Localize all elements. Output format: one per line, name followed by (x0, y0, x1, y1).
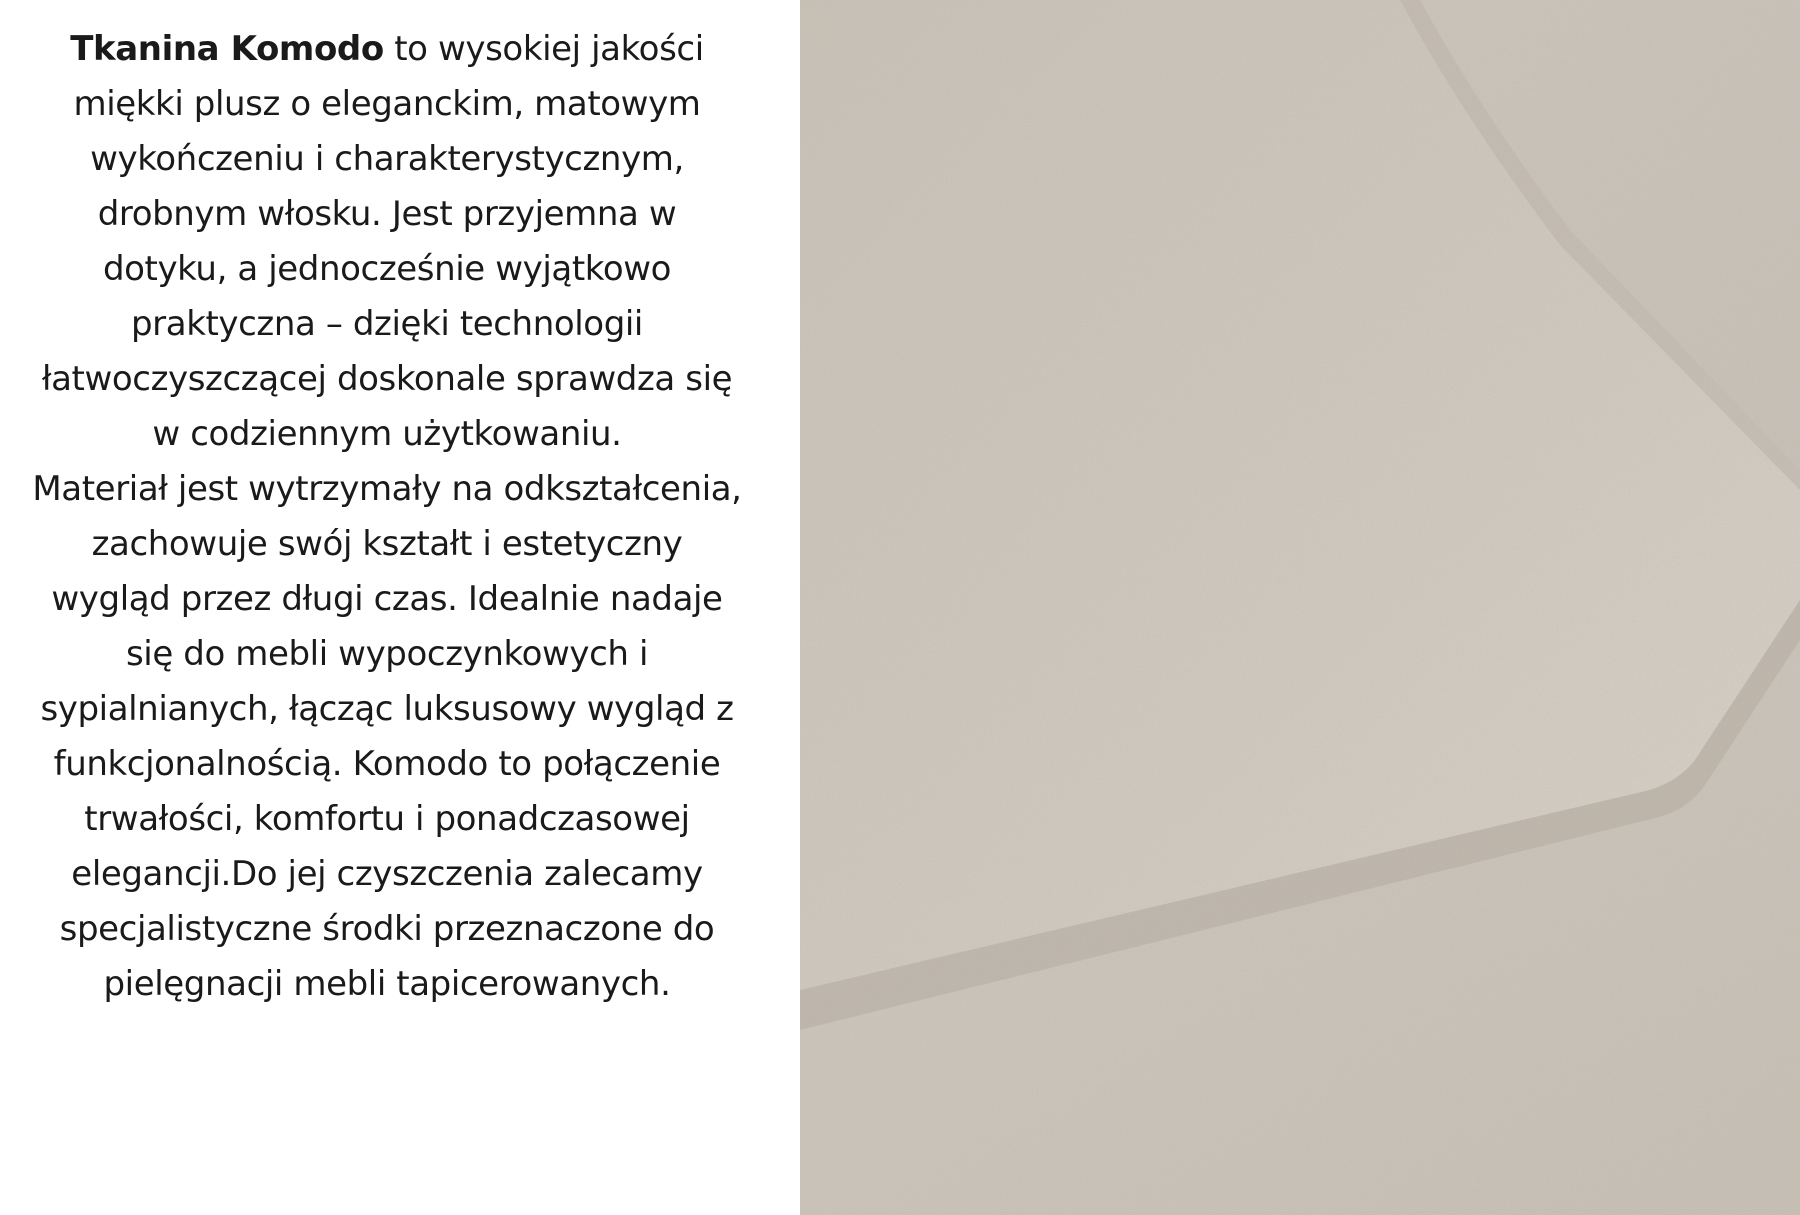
fabric-photo (800, 0, 1800, 1215)
description-line-text: to wysokiej jakości (383, 29, 704, 69)
description-line: wygląd przez długi czas. Idealnie nadaje (51, 579, 723, 619)
description-line (0, 22, 774, 77)
description-line: drobnym włosku. Jest przyjemna w (97, 194, 677, 234)
description-panel (0, 0, 800, 1215)
description-line: zachowuje swój kształt i estetyczny (91, 524, 683, 564)
description-line: Materiał jest wytrzymały na odkształcenia, (32, 469, 742, 509)
fabric-description (0, 22, 774, 1012)
description-line: się do mebli wypoczynkowych i (125, 634, 649, 674)
description-line: specjalistyczne środki przeznaczone do (59, 909, 715, 949)
description-line: w codziennym użytkowaniu. (152, 414, 622, 454)
description-line: miękki plusz o eleganckim, matowym (73, 84, 701, 124)
description-line: sypialnianych, łącząc luksusowy wygląd z (40, 689, 734, 729)
description-line: trwałości, komfortu i ponadczasowej (84, 799, 690, 839)
fabric-texture-fine (800, 0, 1800, 1215)
fabric-illustration (800, 0, 1800, 1215)
description-line: łatwoczyszczącej doskonale sprawdza się (41, 359, 733, 399)
description-line: elegancji.Do jej czyszczenia zalecamy (71, 854, 703, 894)
description-line: pielęgnacji mebli tapicerowanych. (103, 964, 671, 1004)
description-line: praktyczna – dzięki technologii (131, 304, 643, 344)
description-line: wykończeniu i charakterystycznym, (90, 139, 684, 179)
description-line: dotyku, a jednocześnie wyjątkowo (102, 249, 672, 289)
fabric-brand-name: Tkanina Komodo (70, 29, 384, 69)
description-line: funkcjonalnością. Komodo to połączenie (53, 744, 721, 784)
